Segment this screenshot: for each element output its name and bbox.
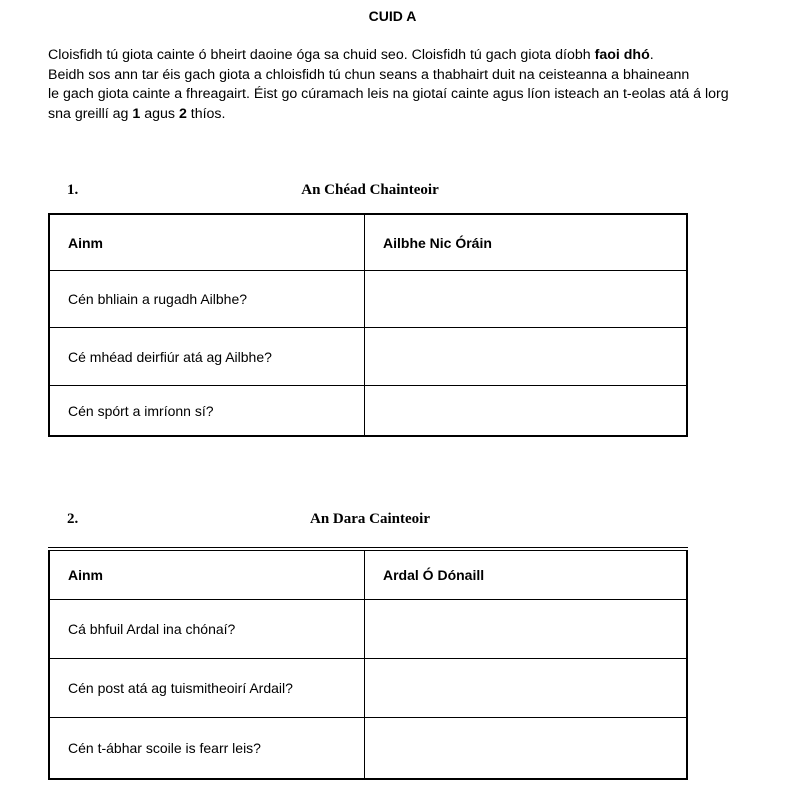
- instructions-text: agus: [140, 105, 179, 122]
- answer-cell[interactable]: [365, 328, 688, 386]
- instructions-emphasis: 1: [132, 105, 141, 122]
- answer-cell: Ailbhe Nic Óráin: [365, 214, 688, 271]
- table-row: [49, 328, 687, 386]
- table-row: [49, 386, 687, 437]
- question-cell: Cén bhliain a rugadh Ailbhe?: [49, 271, 365, 328]
- table-row: [49, 659, 687, 718]
- instructions-emphasis: faoi dhó: [594, 47, 650, 63]
- question-cell: Cén post atá ag tuismitheoirí Ardail?: [49, 659, 365, 718]
- section-1-number: 1.: [67, 182, 79, 198]
- instructions-line-3: le gach giota cainte a fhreagairt. Éist go cúramach leis na giotaí cainte agus líon isteach an t-eolas atá á lorg: [48, 86, 729, 102]
- table-row: [49, 214, 687, 271]
- section-2-title: An Dara Cainteoir: [310, 511, 430, 527]
- instructions-text: .: [649, 47, 654, 63]
- page-heading: CUID A: [368, 8, 417, 24]
- answer-cell[interactable]: [365, 600, 688, 659]
- table-row: [49, 549, 687, 600]
- question-cell: Cén spórt a imríonn sí?: [49, 386, 365, 437]
- question-cell: Cá bhfuil Ardal ina chónaí?: [49, 600, 365, 659]
- answer-cell: Ardal Ó Dónaill: [365, 549, 688, 600]
- instructions-text: sna greillí ag: [48, 105, 133, 122]
- instructions-text: Cloisfidh tú giota cainte ó bheirt daoine óga sa chuid seo. Cloisfidh tú gach giota díobh: [48, 47, 595, 63]
- section-2-number: 2.: [67, 511, 79, 527]
- instructions-line-4: [48, 105, 768, 125]
- answer-cell[interactable]: [365, 718, 688, 780]
- instructions-emphasis: 2: [178, 105, 187, 122]
- table-row: [49, 600, 687, 659]
- instructions-line-1: [48, 46, 768, 66]
- instructions-line-2: Beidh sos ann tar éis gach giota a chloisfidh tú chun seans a thabhairt duit na ceisteanna a bhaineann: [48, 66, 690, 83]
- instructions-text: thíos.: [186, 105, 226, 122]
- table-row: [49, 718, 687, 780]
- answer-cell[interactable]: [365, 271, 688, 328]
- speaker-2-grid: [48, 547, 688, 780]
- answer-cell[interactable]: [365, 659, 688, 718]
- question-cell: Cé mhéad deirfiúr atá ag Ailbhe?: [49, 328, 365, 386]
- question-cell: Cén t-ábhar scoile is fearr leis?: [49, 718, 365, 780]
- question-cell: Ainm: [49, 214, 365, 271]
- speaker-1-grid: [48, 213, 688, 437]
- question-cell: Ainm: [49, 549, 365, 600]
- instructions: [48, 46, 768, 124]
- section-1-title: An Chéad Chainteoir: [301, 182, 439, 198]
- table-row: [49, 271, 687, 328]
- answer-cell[interactable]: [365, 386, 688, 437]
